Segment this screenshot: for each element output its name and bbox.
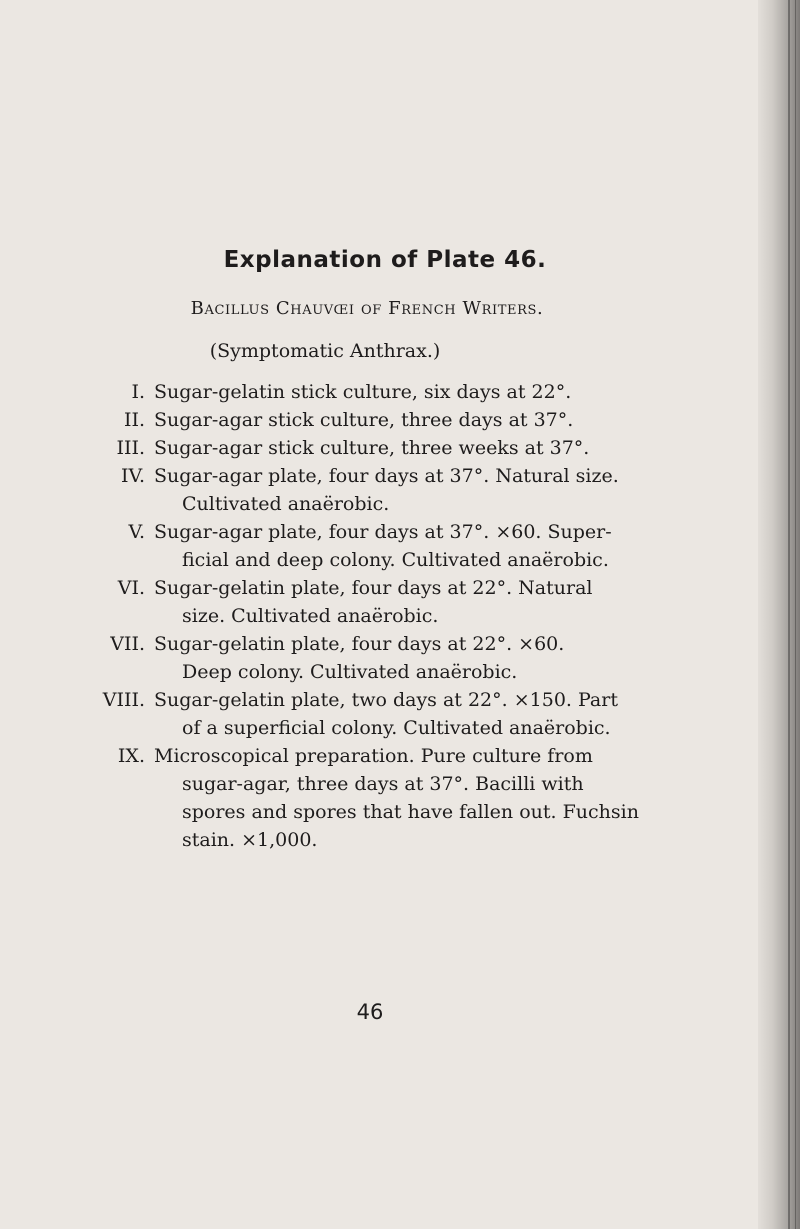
figure-entry bbox=[0, 742, 800, 854]
figure-numeral: IX. bbox=[117, 745, 145, 767]
description-line: of a superficial colony. Cultivated anaërobic. bbox=[182, 717, 611, 739]
figure-description bbox=[154, 742, 707, 854]
figure-numeral: VI. bbox=[117, 577, 145, 599]
plate-subtitle: Bacillus Chauvœi of French Writers. bbox=[190, 298, 544, 319]
figure-numeral: IV. bbox=[121, 465, 145, 487]
description-line: Sugar-agar stick culture, three days at 37°. bbox=[154, 409, 574, 431]
plate-parenthetical: (Symptomatic Anthrax.) bbox=[209, 340, 441, 362]
description-line: Microscopical preparation. Pure culture from bbox=[154, 745, 593, 767]
figure-numeral: II. bbox=[123, 409, 145, 431]
description-line: size. Cultivated anaërobic. bbox=[182, 605, 439, 627]
plate-title: Explanation of Plate 46. bbox=[223, 247, 547, 273]
figure-entry bbox=[0, 378, 800, 406]
description-line: spores and spores that have fallen out. Fuchsin bbox=[182, 801, 639, 823]
figure-entry bbox=[0, 630, 800, 686]
description-line: stain. ×1,000. bbox=[182, 829, 318, 851]
description-line: Sugar-agar stick culture, three weeks at 37°. bbox=[154, 437, 590, 459]
figure-description bbox=[154, 686, 707, 742]
description-line: Cultivated anaërobic. bbox=[182, 493, 390, 515]
figure-entry bbox=[0, 406, 800, 434]
description-line: Sugar-gelatin stick culture, six days at 22°. bbox=[154, 381, 572, 403]
figure-entry bbox=[0, 686, 800, 742]
figure-description bbox=[154, 434, 707, 462]
figure-description bbox=[154, 462, 707, 518]
description-line: Deep colony. Cultivated anaërobic. bbox=[182, 661, 518, 683]
figure-entry bbox=[0, 574, 800, 630]
figure-description bbox=[154, 574, 707, 630]
figure-numeral: VII. bbox=[110, 633, 145, 655]
figure-description bbox=[154, 406, 707, 434]
figure-entry bbox=[0, 462, 800, 518]
figure-description bbox=[154, 378, 707, 406]
figure-entry bbox=[0, 518, 800, 574]
figure-numeral: III. bbox=[116, 437, 145, 459]
description-line: Sugar-agar plate, four days at 37°. Natural size. bbox=[154, 465, 619, 487]
figure-explanation-list bbox=[0, 378, 800, 854]
description-line: Sugar-gelatin plate, two days at 22°. ×150. Part bbox=[154, 689, 618, 711]
description-line: ficial and deep colony. Cultivated anaërobic. bbox=[182, 549, 609, 571]
figure-description bbox=[154, 518, 707, 574]
figure-entry bbox=[0, 434, 800, 462]
description-line: sugar-agar, three days at 37°. Bacilli with bbox=[182, 773, 584, 795]
figure-numeral: VIII. bbox=[102, 689, 145, 711]
page-number: 46 bbox=[356, 1000, 384, 1024]
figure-numeral: I. bbox=[131, 381, 145, 403]
description-line: Sugar-gelatin plate, four days at 22°. ×60. bbox=[154, 633, 565, 655]
description-line: Sugar-agar plate, four days at 37°. ×60. Super- bbox=[154, 521, 612, 543]
description-line: Sugar-gelatin plate, four days at 22°. Natural bbox=[154, 577, 593, 599]
figure-description bbox=[154, 630, 707, 686]
figure-numeral: V. bbox=[128, 521, 145, 543]
